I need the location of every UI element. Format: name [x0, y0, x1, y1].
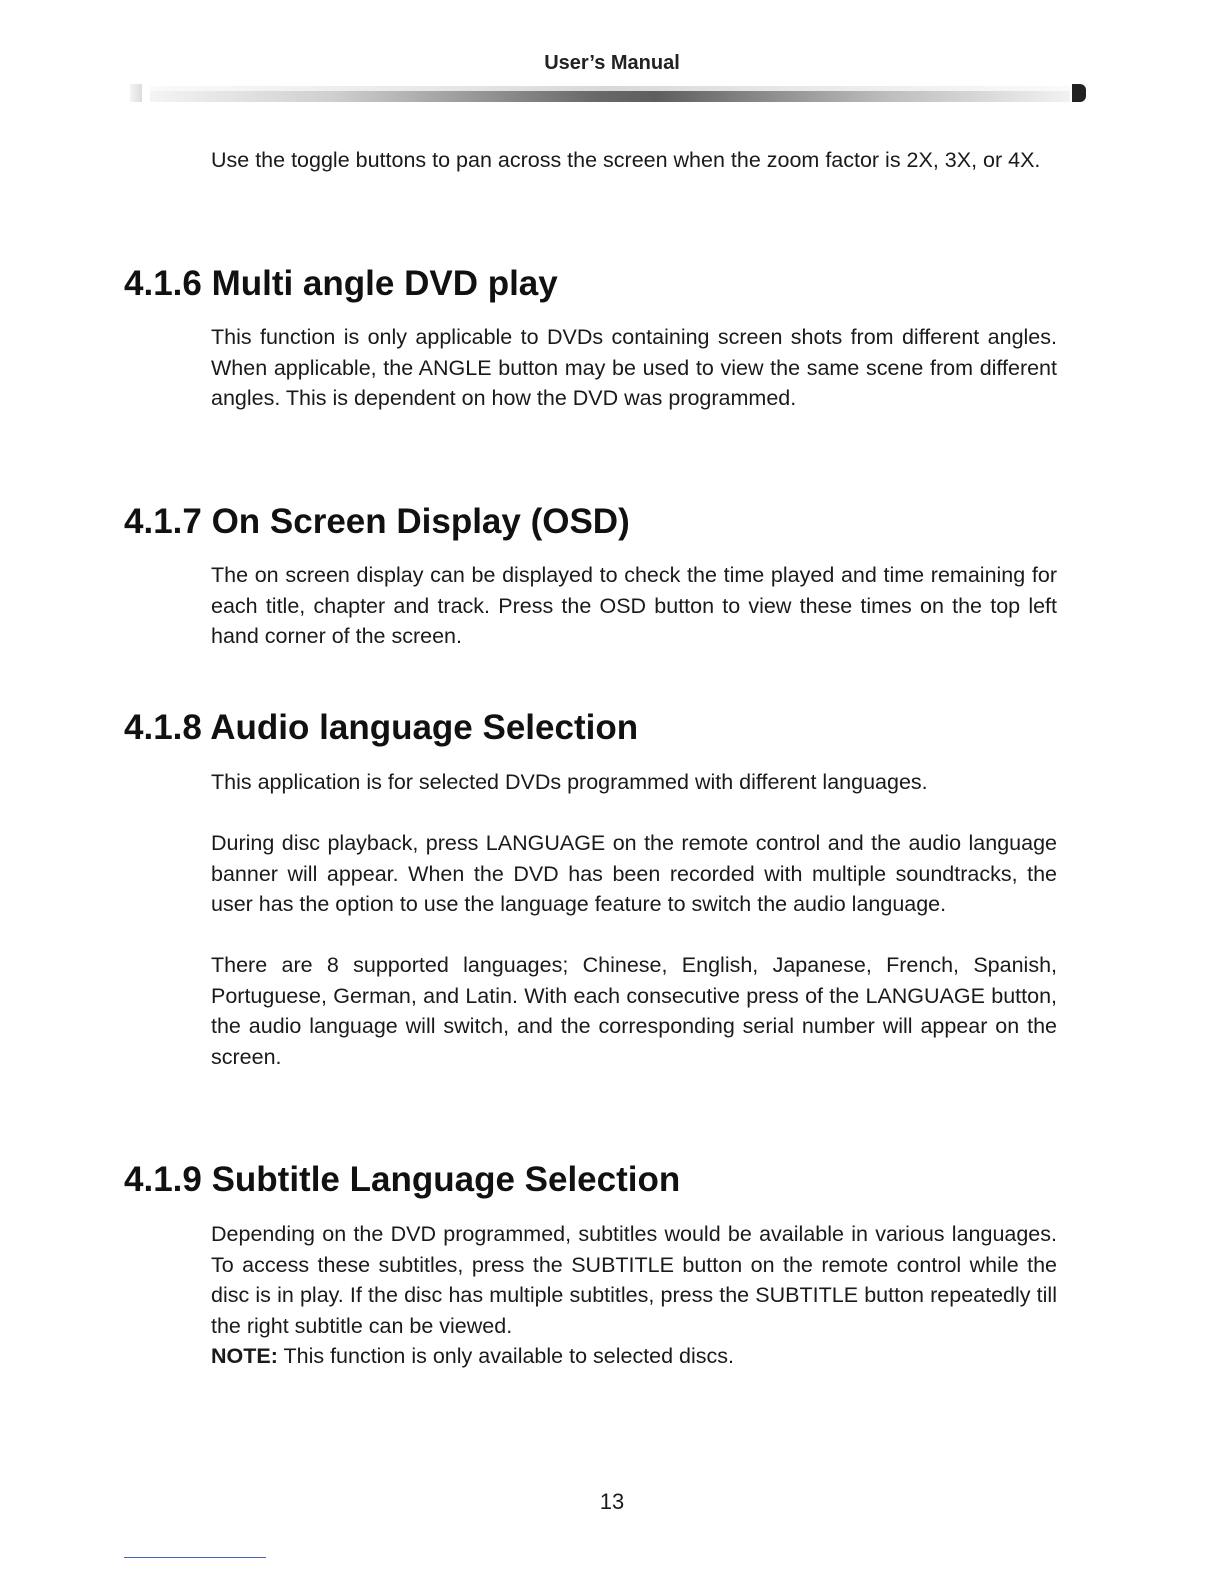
section-paragraph: The on screen display can be displayed to check the time played and time remaining for each title, chapter and track. Press the OSD button to view these times on the top left hand corner of the screen.: [211, 563, 1057, 648]
section-heading-subtitle-language: 4.1.9 Subtitle Language Selection: [124, 1160, 681, 1199]
intro-paragraph: Use the toggle buttons to pan across the screen when the zoom factor is 2X, 3X, or 4X.: [211, 148, 1041, 172]
footer-divider-line: [124, 1557, 266, 1558]
section-paragraph: This application is for selected DVDs programmed with different languages.: [211, 770, 928, 794]
section-paragraph: This function is only applicable to DVDs containing screen shots from different angles. When applicable, the ANGLE button may be used to view the same scene from different angles. This is dependent on how the DVD was programmed.: [211, 325, 1057, 410]
header-bar-right-cap: [1072, 84, 1086, 102]
note-paragraph: [211, 1341, 1057, 1372]
section-heading-multi-angle: 4.1.6 Multi angle DVD play: [124, 264, 558, 303]
note-label: NOTE:: [211, 1344, 278, 1368]
section-heading-osd: 4.1.7 On Screen Display (OSD): [124, 502, 630, 541]
section-paragraph: There are 8 supported languages; Chinese, English, Japanese, French, Spanish, Portuguese, German, and Latin. With each consecutive press of the LANGUAGE button, the audio language will switch, and the corresponding serial number will appear on the screen.: [211, 953, 1057, 1069]
header-decorative-bar: [150, 86, 1070, 102]
section-heading-audio-language: 4.1.8 Audio language Selection: [124, 708, 639, 747]
header-title: User’s Manual: [544, 52, 680, 74]
header-bar-left-cap: [130, 84, 142, 102]
section-paragraph: During disc playback, press LANGUAGE on the remote control and the audio language banner will appear. When the DVD has been recorded with multiple soundtracks, the user has the option to use the language feature to switch the audio language.: [211, 831, 1057, 916]
page-number: 13: [599, 1489, 625, 1514]
section-paragraph: Depending on the DVD programmed, subtitles would be available in various languages. To access these subtitles, press the SUBTITLE button on the remote control while the disc is in play. If the disc has multiple subtitles, press the SUBTITLE button repeatedly till the right subtitle can be viewed.: [211, 1222, 1057, 1338]
note-text: This function is only available to selected discs.: [277, 1344, 735, 1368]
